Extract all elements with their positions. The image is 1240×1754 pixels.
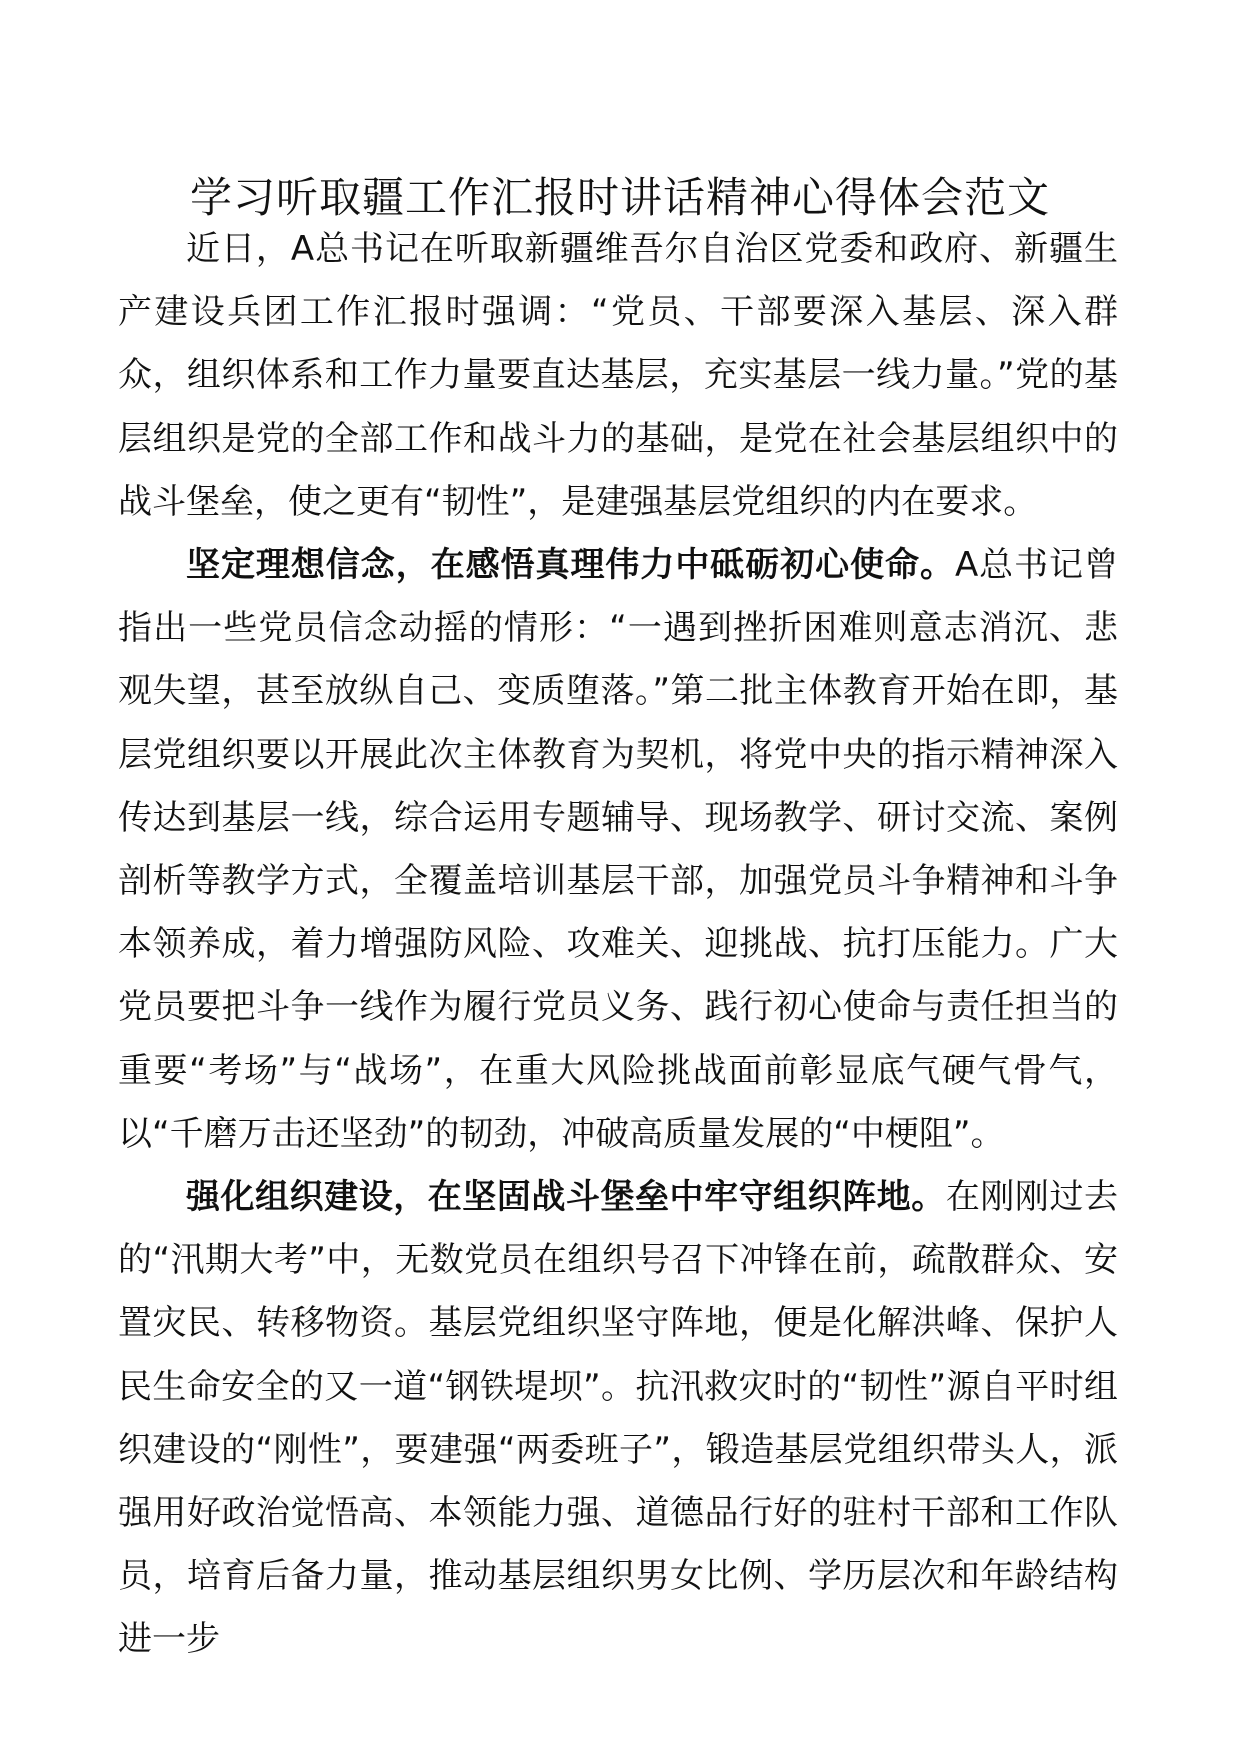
paragraph-lead: 坚定理想信念，在感悟真理伟力中砥砺初心使命。 — [186, 545, 955, 586]
paragraph-text: A总书记曾指出一些党员信念动摇的情形：“一遇到挫折困难则意志消沉、悲观失望，甚至放纵自己、变质堕落。”第二批主体教育开始在即，基层党组织要以开展此次主体教育为契机，将党中央的指示精神深入传达到基层一线，综合运用专题辅导、现场教学、研讨交流、案例剖析等教学方式，全覆盖培训基层干部，加强党员斗争精神和斗争本领养成，着力增强防风险、攻难关、迎挑战、抗打压能力。广大党员要把斗争一线作为履行党员义务、践行初心使命与责任担当的重要“考场”与“战场”，在重大风险挑战面前彰显底气硬气骨气，以“千磨万击还坚劲”的韧劲，冲破高质量发展的“中梗阻”。 — [118, 545, 1119, 1154]
paragraph-intro — [118, 218, 1118, 534]
paragraph-text: 在刚刚过去的“汛期大考”中，无数党员在组织号召下冲锋在前，疏散群众、安置灾民、转移物资。基层党组织坚守阵地，便是化解洪峰、保护人民生命安全的又一道“钢铁堤坝”。抗汛救灾时的“韧性”源自平时组织建设的“刚性”，要建强“两委班子”，锻造基层党组织带头人，派强用好政治觉悟高、本领能力强、道德品行好的驻村干部和工作队员，培育后备力量，推动基层组织男女比例、学历层次和年龄结构进一步 — [118, 1177, 1119, 1660]
paragraph-organization — [118, 1166, 1118, 1672]
paragraph-text: 近日，A总书记在听取新疆维吾尔自治区党委和政府、新疆生产建设兵团工作汇报时强调：“党员、干部要深入基层、深入群众，组织体系和工作力量要直达基层，充实基层一线力量。”党的基层组织是党的全部工作和战斗力的基础，是党在社会基层组织中的战斗堡垒，使之更有“韧性”，是建强基层党组织的内在要求。 — [118, 229, 1118, 522]
paragraph-lead: 强化组织建设，在坚固战斗堡垒中牢守组织阵地。 — [186, 1177, 946, 1218]
document-title: 学习听取疆工作汇报时讲话精神心得体会范文 — [189, 173, 1050, 223]
paragraph-ideals — [118, 534, 1118, 1166]
document-body — [118, 218, 1118, 1672]
